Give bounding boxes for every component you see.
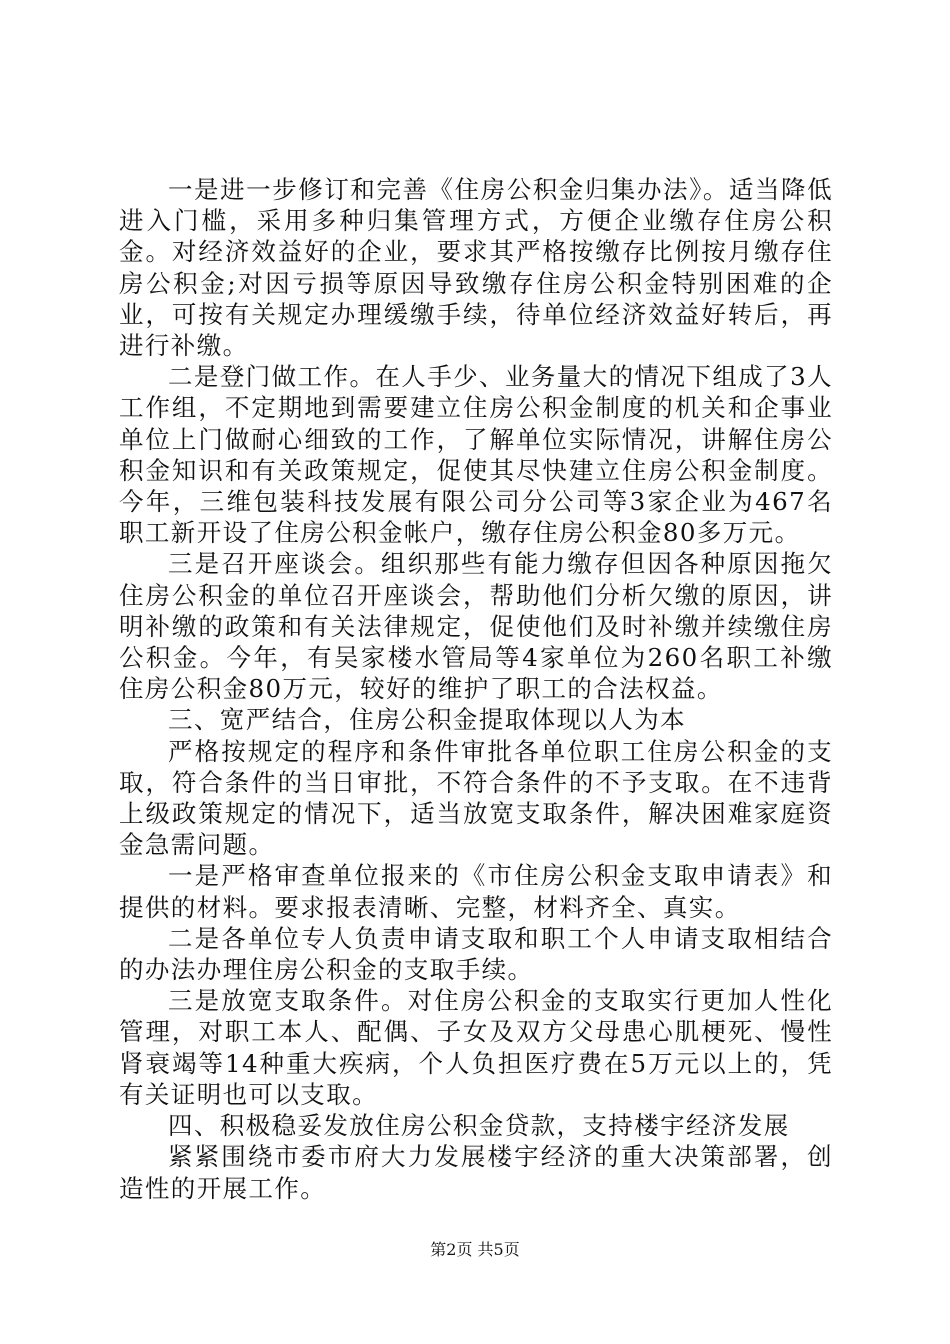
document-body bbox=[119, 174, 833, 1204]
section-heading-loans: 四、积极稳妥发放住房公积金贷款，支持楼宇经济发展 bbox=[168, 1111, 790, 1141]
paragraph-collection-measure-1: 一是进一步修订和完善《住房公积金归集办法》。适当降低进入门槛，采用多种归集管理方式，方便企业缴存住房公积金。对经济效益好的企业，要求其严格按缴存比例按月缴存住房公积金;对因亏损等原因导致缴存住房公积金特别困难的企业，可按有关规定办理缓缴手续，待单位经济效益好转后，再进行补缴。 bbox=[119, 175, 833, 361]
paragraph-withdrawal-measure-1: 一是严格审查单位报来的《市住房公积金支取申请表》和提供的材料。要求报表清晰、完整，材料齐全、真实。 bbox=[119, 861, 833, 922]
paragraph-withdrawal-intro: 严格按规定的程序和条件审批各单位职工住房公积金的支取，符合条件的当日审批，不符合条件的不予支取。在不违背上级政策规定的情况下，适当放宽支取条件，解决困难家庭资金急需问题。 bbox=[119, 736, 833, 860]
page-number-footer: 第2页 共5页 bbox=[430, 1240, 520, 1259]
paragraph-withdrawal-measure-3: 三是放宽支取条件。对住房公积金的支取实行更加人性化管理，对职工本人、配偶、子女及双方父母患心肌梗死、慢性肾衰竭等14种重大疾病，个人负担医疗费在5万元以上的，凭有关证明也可以支取。 bbox=[119, 986, 833, 1109]
paragraph-collection-measure-2: 二是登门做工作。在人手少、业务量大的情况下组成了3人工作组，不定期地到需要建立住房公积金制度的机关和企事业单位上门做耐心细致的工作，了解单位实际情况，讲解住房公积金知识和有关政策规定，促使其尽快建立住房公积金制度。今年，三维包装科技发展有限公司分公司等3家企业为467名职工新开设了住房公积金帐户，缴存住房公积金80多万元。 bbox=[119, 362, 833, 548]
section-heading-withdrawal: 三、宽严结合，住房公积金提取体现以人为本 bbox=[168, 705, 686, 735]
paragraph-withdrawal-measure-2: 二是各单位专人负责申请支取和职工个人申请支取相结合的办法办理住房公积金的支取手续。 bbox=[119, 923, 833, 985]
paragraph-collection-measure-3: 三是召开座谈会。组织那些有能力缴存但因各种原因拖欠住房公积金的单位召开座谈会，帮助他们分析欠缴的原因，讲明补缴的政策和有关法律规定，促使他们及时补缴并续缴住房公积金。今年，有吴家楼水管局等4家单位为260名职工补缴住房公积金80万元，较好的维护了职工的合法权益。 bbox=[119, 549, 833, 704]
paragraph-loans-intro: 紧紧围绕市委市府大力发展楼宇经济的重大决策部署，创造性的开展工作。 bbox=[119, 1142, 833, 1203]
